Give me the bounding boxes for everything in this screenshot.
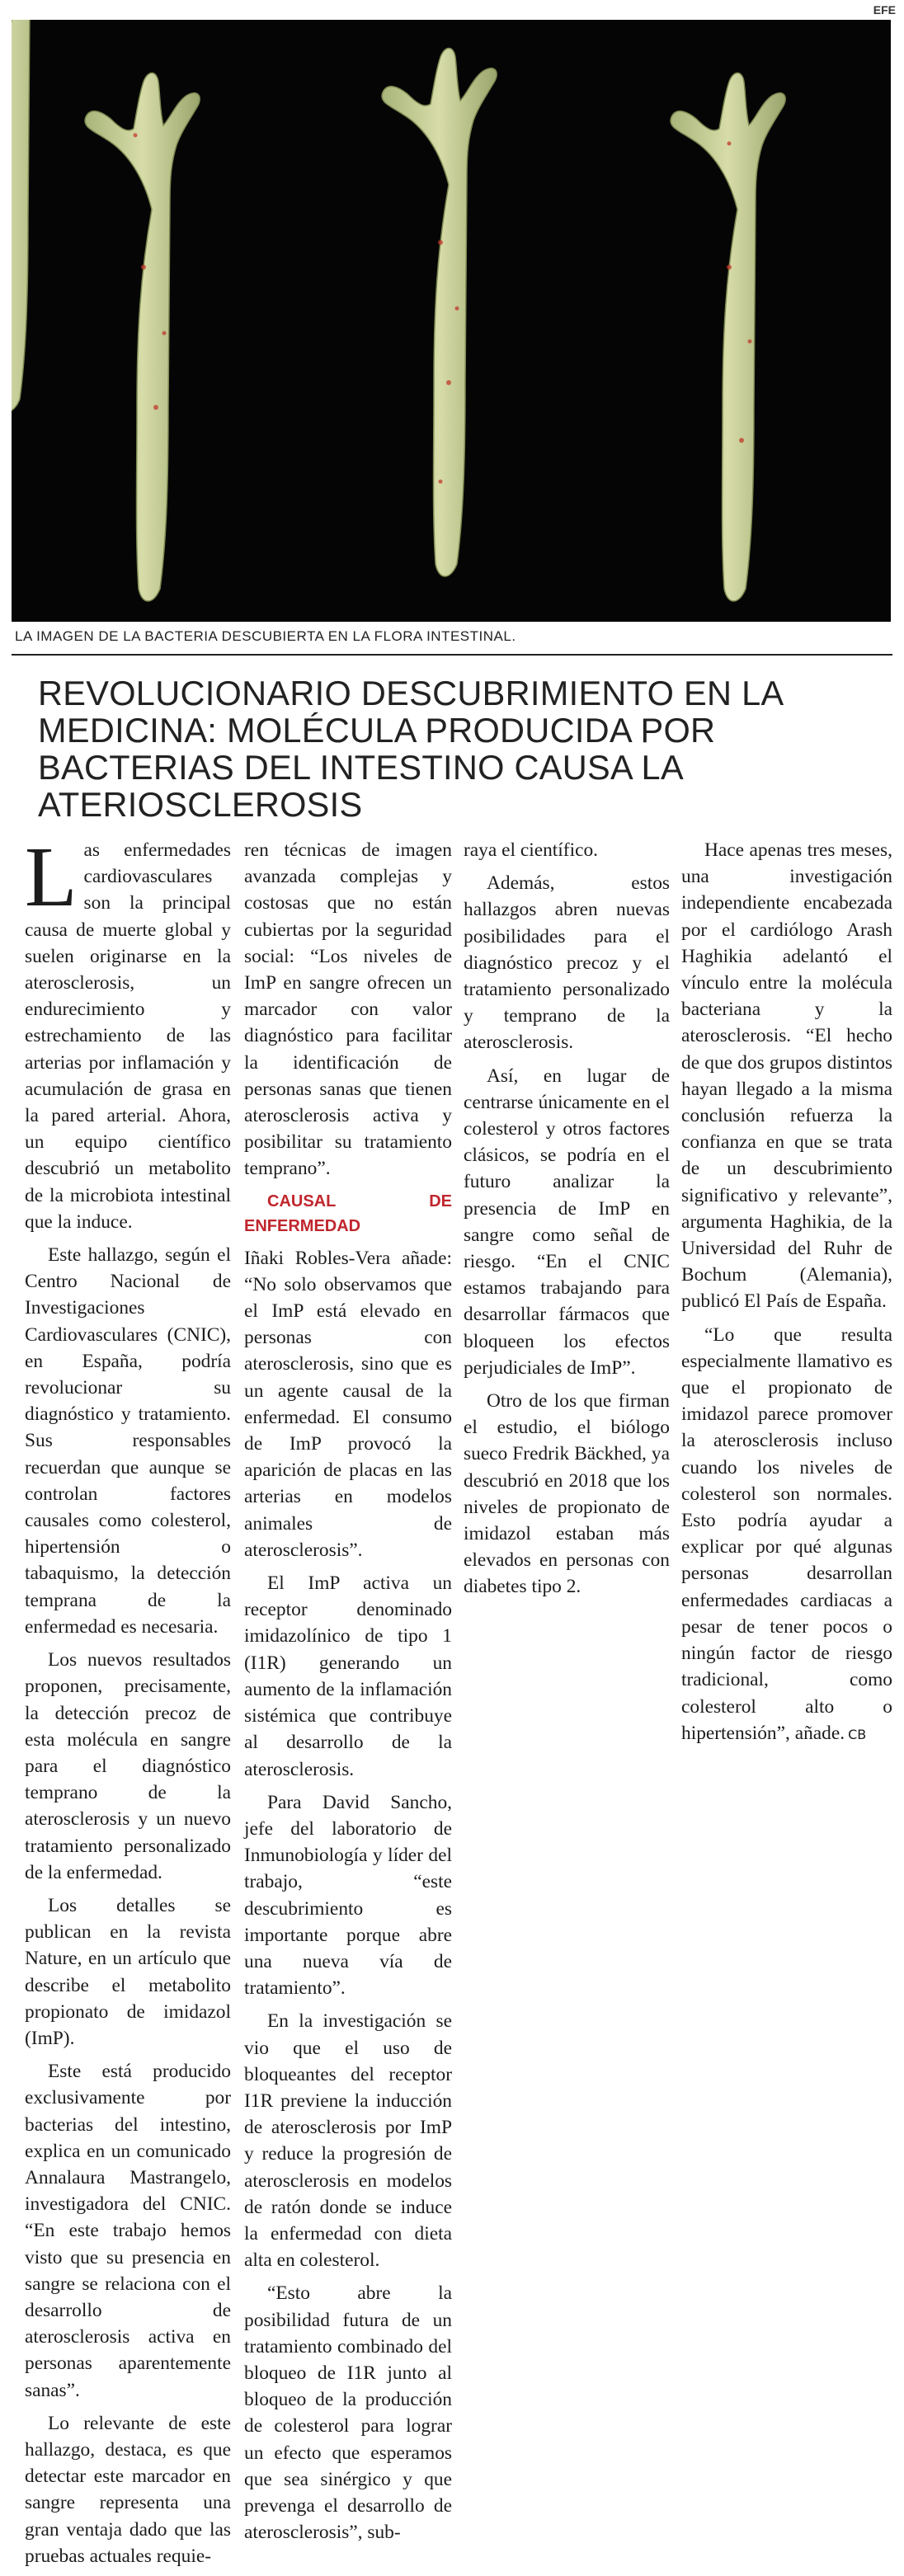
photo-credit: EFE	[873, 3, 896, 16]
paragraph: Los detalles se publican en la revista Nature, en un artículo que describe el metabolito propionato de imidazol (ImP).	[25, 1894, 231, 2049]
paragraph: Para David Sancho, jefe del laboratorio de Inmunobiología y líder del trabajo, “este descubrimiento es importante porque abre una nueva vía de tratamiento”.	[244, 1791, 452, 2000]
paragraph: raya el científico.	[464, 839, 598, 861]
section-subhead: CAUSAL DE ENFERMEDAD	[244, 1192, 452, 1235]
article-headline: REVOLUCIONARIO DESCUBRIMIENTO EN LA MEDICINA: MOLÉCULA PRODUCIDA POR BACTERIAS DEL INTESTINO CAUSA LA ATERIOSCLEROSIS	[38, 674, 783, 824]
paragraph: El ImP activa un receptor denominado imidazolínico de tipo 1 (I1R) generando un aumento de la inflamación sistémica que contribuye al desarrollo de la aterosclerosis.	[244, 1572, 452, 1780]
paragraph: “Lo que resulta especialmente llamativo es que el propionato de imidazol parece promover la aterosclerosis incluso cuando los niveles de colesterol son normales. Esto podría ayudar a explicar por qué algunas personas desarrollan enfermedades cardiacas a pesar de tener pocos o ningún factor de riesgo tradicional, como colesterol alto o hipertensión”, añade. CB	[681, 1323, 892, 1744]
paragraph: ren técnicas de imagen avanzada complejas y costosas que no están cubiertas por la seguridad social: “Los niveles de ImP en sangre ofrecen un marcador con valor diagnóstico para facilitar la identificación de personas sanas que tienen aterosclerosis activa y posibilitar su tratamiento temprano”.	[244, 839, 452, 1180]
paragraph: Las enfermedades cardiovasculares son la principal causa de muerte global y suelen originarse en la aterosclerosis, un endurecimiento y estrechamiento de las arterias por inflamación y acumulación de grasa en la pared arterial. Ahora, un equipo científico descubrió un metabolito de la microbiota intestinal que la induce.	[25, 830, 231, 1233]
paragraph: Iñaki Robles-Vera añade: “No solo observamos que el ImP está elevado en personas con aterosclerosis, sino que es un agente causal de la enfermedad. El consumo de ImP provocó la aparición de placas en las arterias en modelos animales de aterosclerosis”.	[244, 1247, 452, 1561]
arteries-illustration	[12, 20, 891, 622]
paragraph: “Esto abre la posibilidad futura de un tratamiento combinado del bloqueo de I1R junto al bloqueo de la producción de colesterol para lograr un efecto que esperamos que sea sinérgico y que prevenga el desarrollo de aterosclerosis”, sub-	[244, 2282, 452, 2544]
paragraph: Lo relevante de este hallazgo, destaca, es que detectar este marcador en sangre representa una gran ventaja dado que las pruebas actuales requie-	[25, 2412, 231, 2567]
paragraph: Hace apenas tres meses, una investigación independiente encabezada por el cardiólogo Arash Haghikia adelantó el vínculo entre la molécula bacteriana y la aterosclerosis. “El hecho de que dos grupos distintos hayan llegado a la misma conclusión refuerza la confianza en que se trata de un descubrimiento significativo y relevante”, argumenta Haghikia, de la Universidad del Ruhr de Bochum (Alemania), publicó El País de España.	[681, 839, 892, 1313]
paragraph: Este hallazgo, según el Centro Nacional de Investigaciones Cardiovasculares (CNIC), en España, podría revolucionar su diagnóstico y tratamiento. Sus responsables recuerdan que aunque se controlan factores causales como colesterol, hipertensión o tabaquismo, la detección temprana de la enfermedad es necesaria.	[25, 1244, 231, 1638]
divider-rule	[12, 654, 892, 656]
paragraph: Los nuevos resultados proponen, precisamente, la detección precoz de esta molécula en sangre para el diagnóstico temprano de la aterosclerosis y un nuevo tratamiento personalizado de la enfermedad.	[25, 1649, 231, 1883]
article-photo	[12, 20, 891, 622]
end-mark-icon: CB	[848, 1726, 867, 1742]
paragraph: Otro de los que firman el estudio, el biólogo sueco Fredrik Bäckhed, ya descubrió en 2018 que los niveles de propionato de imidazol estaban más elevados en personas con diabetes tipo 2.	[464, 1390, 670, 1598]
paragraph: Además, estos hallazgos abren nuevas posibilidades para el diagnóstico precoz y el tratamiento personalizado y temprano de la aterosclerosis.	[464, 872, 670, 1054]
paragraph: Este está producido exclusivamente por bacterias del intestino, explica en un comunicado Annalaura Mastrangelo, investigadora del CNIC. “En este trabajo hemos visto que su presencia en sangre se relaciona con el desarrollo de aterosclerosis activa en personas aparentemente sanas”.	[25, 2061, 231, 2401]
paragraph: En la investigación se vio que el uso de bloqueantes del receptor I1R previene la inducción de aterosclerosis por ImP y reduce la progresión de aterosclerosis en modelos de ratón donde se induce la enfermedad con dieta alta en colesterol.	[244, 2010, 452, 2272]
photo-caption: LA IMAGEN DE LA BACTERIA DESCUBIERTA EN LA FLORA INTESTINAL.	[15, 628, 516, 644]
text-column-1	[25, 830, 231, 2576]
text-column-4	[681, 837, 892, 1755]
paragraph: Así, en lugar de centrarse únicamente en el colesterol y otros factores clásicos, se podría en el futuro analizar la presencia de ImP en sangre como señal de riesgo. “En el CNIC estamos trabajando para desarrollar fármacos que bloqueen los efectos perjudiciales de ImP”.	[464, 1065, 670, 1379]
text-column-2	[244, 837, 452, 2552]
text-column-3	[464, 837, 670, 1607]
drop-cap: L	[25, 830, 78, 924]
